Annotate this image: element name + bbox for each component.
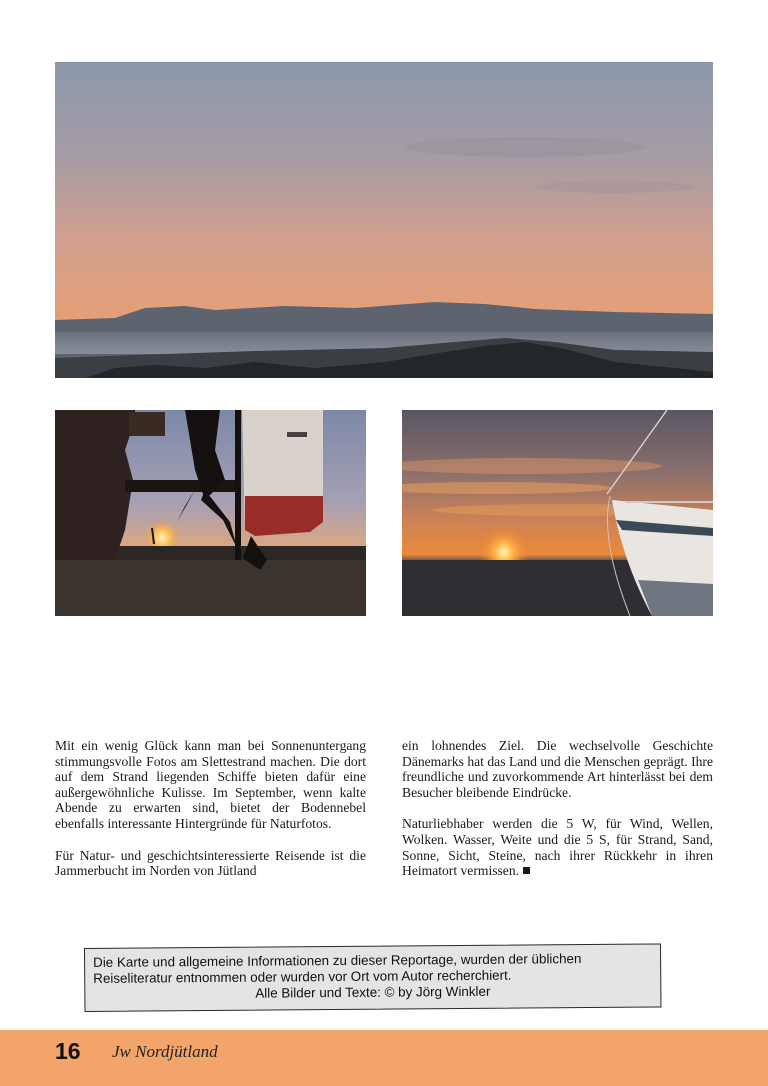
credits-line: Die Karte und allgemeine Informationen zu dieser Reportage, wurden der üblichen [93, 951, 582, 970]
paragraph: ein lohnendes Ziel. Die wechselvolle Geschichte Dänemarks hat das Land und die Menschen geprägt. Ihre freundliche und zuvorkommende Art hinterlässt bei dem Besucher bleibende Eindrücke. [402, 738, 713, 800]
photo-dusk-moon [55, 62, 713, 378]
credits-copyright: Alle Bilder und Texte: © by Jörg Winkler [255, 983, 491, 1001]
running-title: Jw Nordjütland [112, 1042, 218, 1061]
photo-ship-propeller [55, 410, 366, 616]
photo-sunset-boat [402, 410, 713, 616]
paragraph-last [402, 816, 713, 878]
article-column-right [402, 738, 713, 895]
paragraph-text: Naturliebhaber werden die 5 W, für Wind, Wellen, Wolken. Wasser, Weite und die 5 S, für Strand, Sand, Sonne, Sicht, Steine, nach ihrer Rückkehr in ihren Heimatort vermissen. [402, 816, 713, 879]
article-column-left [55, 738, 366, 895]
paragraph: Für Natur- und geschichtsinteressierte Reisende ist die Jammerbucht im Norden von Jütland [55, 847, 366, 879]
credits-box [84, 943, 661, 1012]
page-number: 16 [55, 1038, 81, 1064]
end-of-article-icon [523, 867, 530, 874]
paragraph: Mit ein wenig Glück kann man bei Sonnenuntergang stimmungsvolle Fotos am Slettestrand machen. Die dort auf dem Strand liegenden Schiffe bieten dafür eine außergewöhnliche Kulisse. Im September, wenn kalte Abende zu erwarten sind, bietet der Bodennebel ebenfalls interessante Hintergründe für Naturfotos. [55, 738, 366, 831]
credits-line: Reiseliteratur entnommen oder wurden vor Ort vom Autor recherchiert. [93, 967, 512, 986]
